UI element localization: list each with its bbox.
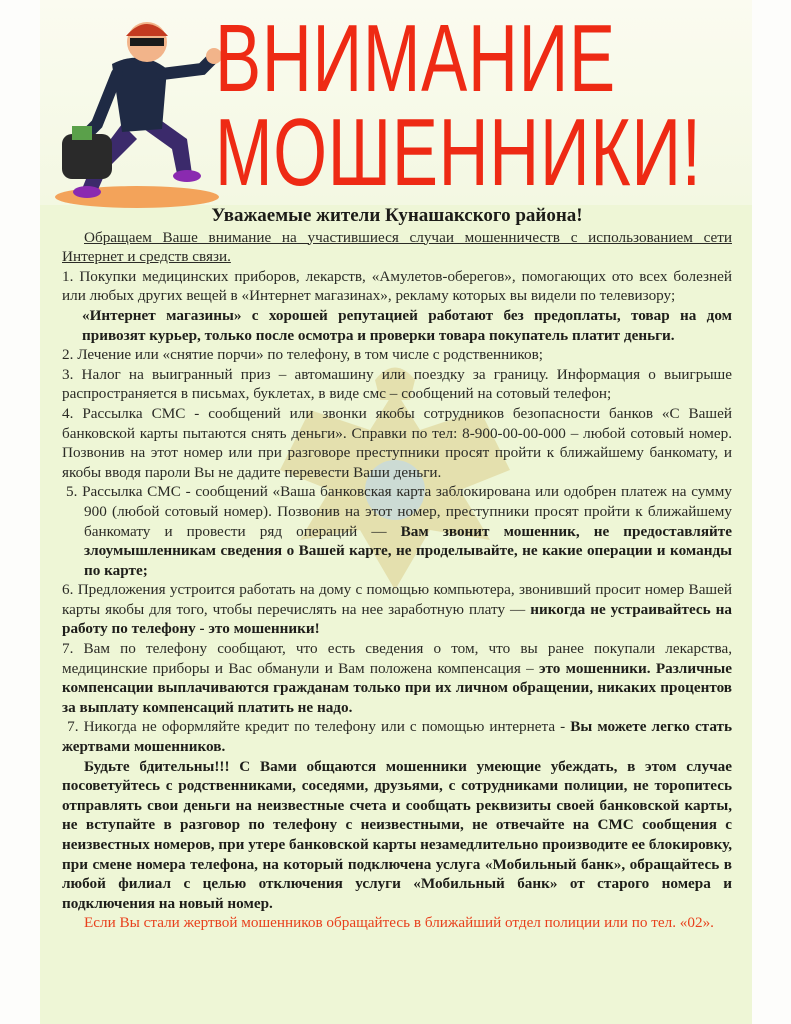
item-5-bold: Вам звонит мошенник, не предоставляйте злоумышленникам сведения о Вашей карте, не проделывайте, не какие операции и команды по карте; [84, 522, 732, 579]
item-6-bold: никогда не устраивайтесь на работу по телефону - это мошенники! [62, 600, 732, 638]
item-7-bold: это мошенники. Различные компенсации выплачиваются гражданам только при их личном обращении, никаких процентов за выплату компенсаций платить не надо. [62, 659, 732, 716]
warning-paragraph: Будьте бдительны!!! С Вами общаются мошенники умеющие убеждать, в этом случае посоветуйтесь с родственниками, соседями, друзьями, с сотрудниками полиции, не торопитесь отправлять свои деньги на неизвестные счета и сообщать реквизиты своей банковской карты, не вступайте в разговор по телефону с неизвестными, не отвечайте на СМС сообщения с неизвестных номеров, при утере банковской карты незамедлительно производите ее блокировку, при смене номера телефона, на который подключена услуга «Мобильный банк», обращайтесь в любой филиал с целью отключения услуги «Мобильный банк» от старого номера и подключения на новый номер. [62, 757, 732, 912]
contact-line: Если Вы стали жертвой мошенников обращайтесь в ближайший отдел полиции или по тел. «02». [84, 914, 714, 932]
item-5 [62, 482, 732, 580]
item-2: 2. Лечение или «снятие порчи» по телефону, в том числе с родственников; [62, 346, 543, 364]
item-8-bold: Вы можете легко стать жертвами мошенников. [62, 718, 733, 756]
item-7 [62, 639, 732, 717]
title-attention: ВНИМАНИЕ [215, 5, 616, 112]
item-3: 3. Налог на выигранный приз – автомашину или поездку за границу. Информация о выигрыше распространяется в письмах, буклетах, в виде смс – сообщений на сотовый телефон; [62, 365, 732, 403]
item-8 [62, 717, 732, 756]
item-5-text: 5. Рассылка СМС - сообщений «Ваша банковская карта заблокирована или одобрен платеж на сумму 900 (любой сотовый номер). Позвонив на этот номер, преступники просят пройти к ближайшему банкомату и провести ряд операций — [66, 483, 732, 540]
notice-body [62, 206, 732, 933]
item-6-text: 6. Предложения устроится работать на дому с помощью компьютера, звонивший просит номер Вашей карты якобы для того, чтобы перечислять на нее заработную плату — [62, 581, 732, 618]
item-1-note: «Интернет магазины» с хорошей репутацией работают без предоплаты, товар на дом привозят курьер, только после осмотра и проверки товара покупатель платит деньги. [82, 306, 732, 344]
item-8-text: 7. Никогда не оформляйте кредит по телефону или с помощью интернета - [67, 718, 571, 736]
item-1: 1. Покупки медицинских приборов, лекарств, «Амулетов-оберегов», помогающих ото всех болезней или любых других вещей в «Интернет магазинах», рекламу которых вы видели по телевизору; [62, 267, 732, 305]
title-fraudsters: МОШЕННИКИ! [215, 99, 702, 206]
item-4: 4. Рассылка СМС - сообщений или звонки якобы сотрудников безопасности банков «С Вашей банковской карты пытаются снять деньги». Справки по тел: 8-900-00-00-000 – любой сотовый номер. Позвонив на этот номер или при разговоре преступники просят пройти к ближайшему банкомату, и якобы вводя пароли Вы не дадите перевести Ваши деньги. [62, 404, 732, 481]
thief-illustration-icon [52, 14, 227, 209]
greeting-heading: Уважаемые жители Кунашакского района! [211, 205, 583, 226]
item-7-text: 7. Вам по телефону сообщают, что есть сведения о том, что вы ранее покупали лекарства, медицинские приборы и Вас обманули и Вам положена компенсация – [62, 640, 732, 677]
item-6 [62, 580, 732, 639]
intro-text: Обращаем Ваше внимание на участившиеся случаи мошенничеств с использованием сети Интернет и средств связи. [62, 228, 732, 266]
